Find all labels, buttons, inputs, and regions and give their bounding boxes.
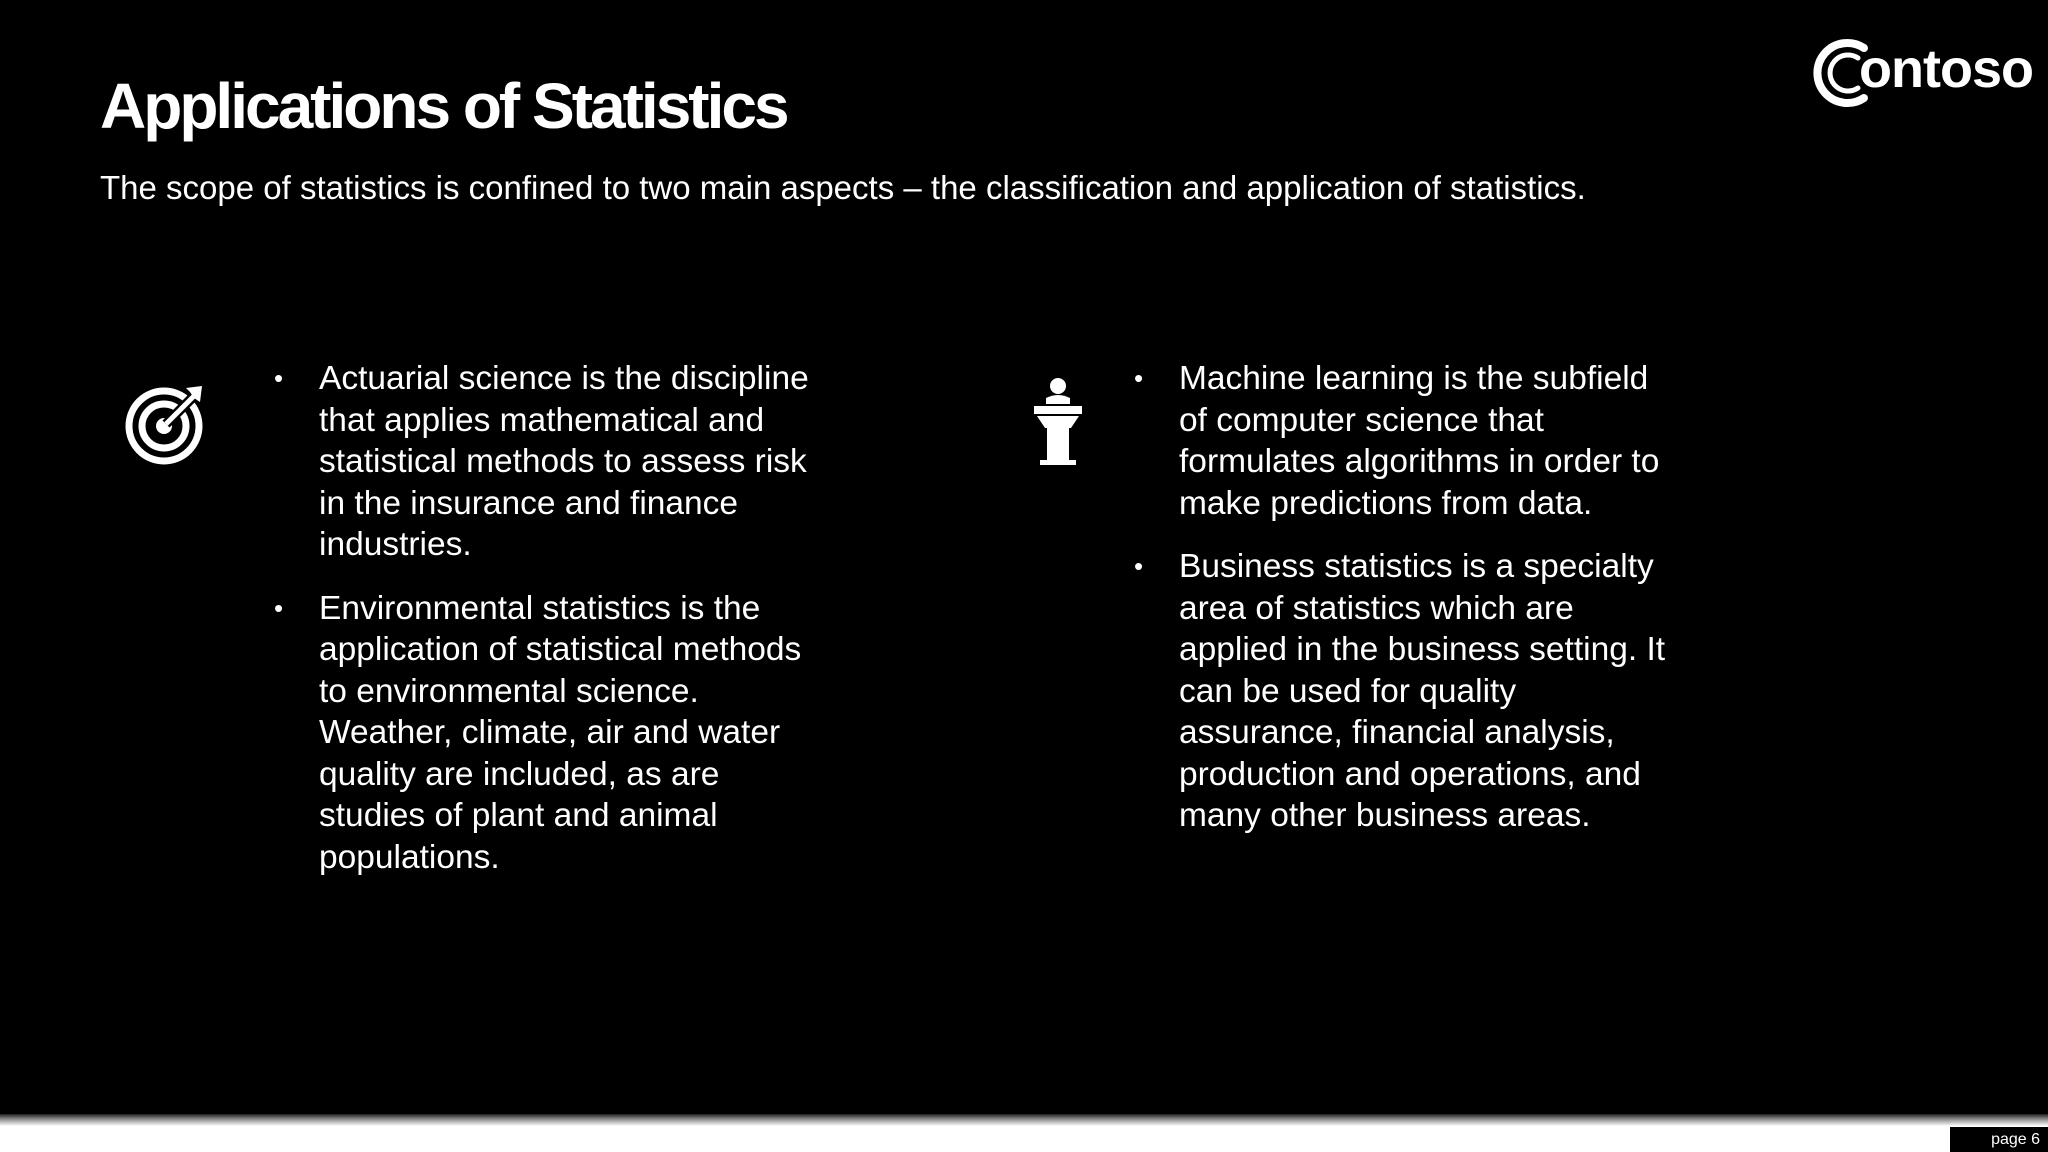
podium-speaker-icon (1028, 376, 1088, 472)
bullet-marker: • (274, 363, 284, 393)
bullet-text: Actuarial science is the discipline that applies mathematical and statistical methods to assess risk in the insurance and finance industries. (319, 360, 809, 563)
left-bullet-list (270, 358, 810, 900)
page-number: page 6 (1950, 1127, 2048, 1152)
list-item (1130, 358, 1670, 524)
bullet-text: Business statistics is a specialty area of statistics which are applied in the business setting. It can be used for quality assurance, financial analysis, production and operations, and many other business areas. (1179, 548, 1666, 834)
bullet-marker: • (1134, 363, 1144, 393)
list-item (270, 358, 810, 566)
bullet-marker: • (1134, 551, 1144, 581)
right-bullet-list (1130, 358, 1670, 859)
bullet-text: Environmental statistics is the application of statistical methods to environmental science. Weather, climate, air and water quality are included, as are studies of plant and animal populations. (319, 589, 802, 876)
list-item (1130, 546, 1670, 837)
footer-bar (0, 1114, 2048, 1152)
target-icon (124, 380, 210, 466)
list-item (270, 588, 810, 879)
contoso-logo (1806, 30, 2033, 116)
logo-wordmark: ontoso (1859, 39, 2033, 99)
bullet-text: Machine learning is the subfield of computer science that formulates algorithms in order to make predictions from data. (1179, 360, 1660, 522)
slide-title: Applications of Statistics (100, 70, 787, 142)
bullet-marker: • (274, 592, 284, 623)
slide-subtitle: The scope of statistics is confined to two main aspects – the classification and application of statistics. (100, 169, 1586, 206)
